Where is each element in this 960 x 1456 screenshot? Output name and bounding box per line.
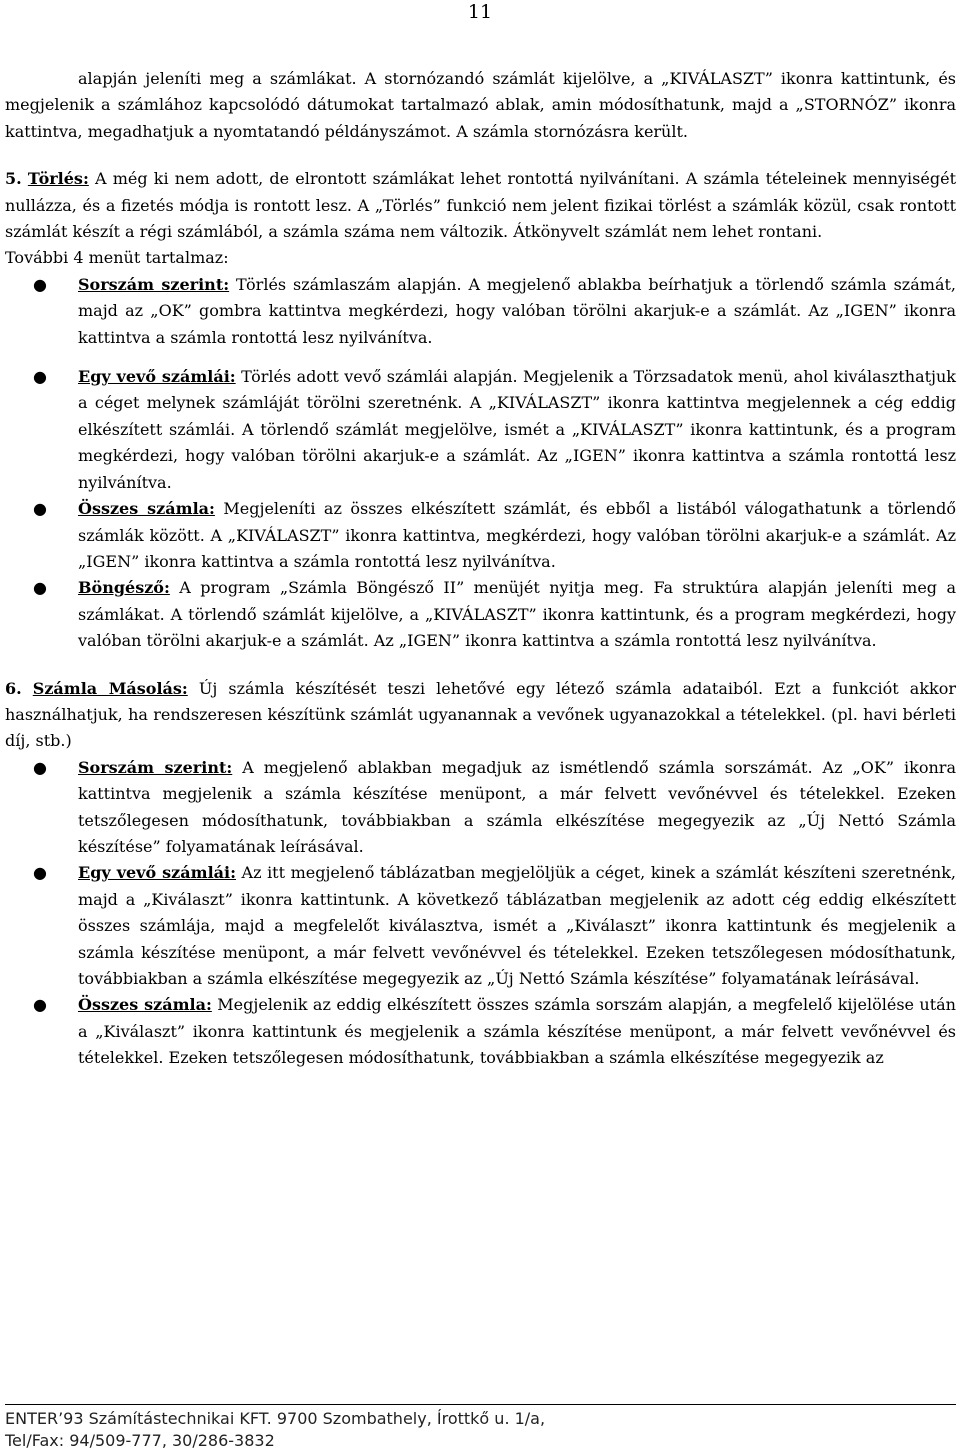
section-5-paragraph: 5. Törlés: A még ki nem adott, de elrontott számlákat lehet rontottá nyilvánítani. A számla tételeinek mennyiségét nullázza, és a fizetés módja is rontott lesz. A „Törlés” funkció nem jelent fizikai törlést a számlák közül, csak rontott számlát készít a régi számlából, a számla száma nem változik. Átkönyvelt számlát nem lehet rontani. (5, 169, 956, 242)
list-item: ● Böngésző: A program „Számla Böngésző II” menüjét nyitja meg. Fa struktúra alapján jeleníti meg a számlákat. A törlendő számlát kijelölve, a „KIVÁLASZT” ikonra kattintunk, és a program megkérdezi, hogy valóban törölni akarjuk-e a számlát. Az „IGEN” ikonra kattintva a számla rontottá lesz nyilvánítva. (5, 575, 956, 654)
list-item: ● Egy vevő számlái: Törlés adott vevő számlái alapján. Megjelenik a Törzsadatok menü, ahol kiválaszthatjuk a céget melynek számláját törölni szeretnénk. A „KIVÁLASZT” ikonra kattintva megjelennek a cég eddig elkészített számlái. A törlendő számlát megjelölve, ismét a „KIVÁLASZT” ikonra kattintunk, és a program megkérdezi, hogy valóban törölni akarjuk-e a számlát. Az „IGEN” ikonra kattintva a számla rontottá lesz nyilvánítva. (5, 364, 956, 496)
bullet-icon: ● (33, 995, 47, 1015)
section-5-submenu-intro: További 4 menüt tartalmaz: (5, 248, 229, 268)
section-5-title: Törlés: (27, 169, 89, 189)
bullet-icon: ● (33, 578, 47, 598)
bullet-icon: ● (33, 757, 47, 777)
bullet-icon: ● (33, 863, 47, 883)
list-item: ● Összes számla: Megjelenik az eddig elkészített összes számla sorszám alapján, a megfelelő kijelölése után a „Kiválaszt” ikonra kattintunk és megjelenik a számla készítése menüpont, a már felvett vevőnévvel és tételekkel. Ezeken tetszőlegesen módosíthatunk, továbbiakban a számla elkészítése megegyezik az (5, 992, 956, 1071)
section-6-number: 6. (5, 678, 22, 698)
list-item: ● Sorszám szerint: Törlés számlaszám alapján. A megjelenő ablakba beírhatjuk a törlendő számla számát, majd az „OK” gombra kattintva megkérdezi, hogy valóban törölni akarjuk-e a számlát. Az „IGEN” ikonra kattintva a számla rontottá lesz nyilvánítva. (5, 272, 956, 351)
list-item: ● Egy vevő számlái: Az itt megjelenő táblázatban megjelöljük a céget, kinek a számlát készíteni szeretnénk, majd a „Kiválaszt” ikonra kattintunk. A következő táblázatban megjelenik az adott cég eddig elkészített összes számlája, majd a megfelelőt kiválasztva, ismét a „Kiválaszt” ikonra kattintunk és megjelenik a számla készítése menüpont, a már felvett vevőnévvel és tételekkel. Ezeken tetszőlegesen módosíthatunk, továbbiakban a számla elkészítése megegyezik az „Új Nettó Számla készítése” folyamatának leírásával. (5, 860, 956, 992)
page-footer (5, 1404, 956, 1452)
bullet-icon: ● (33, 499, 47, 519)
bullet-icon: ● (33, 274, 47, 294)
section-5-number: 5. (5, 169, 22, 189)
bullet-icon: ● (33, 367, 47, 387)
footer-company: ENTER’93 Számítástechnikai KFT. 9700 Szombathely, Írottkő u. 1/a, (5, 1409, 546, 1428)
intro-paragraph: alapján jeleníti meg a számlákat. A stornózandó számlát kijelölve, a „KIVÁLASZT” ikonra kattintunk, és megjelenik a számlához kapcsolódó dátumokat tartalmazó ablak, amin módosíthatunk, majd a „STORNÓZ” ikonra kattintva, megadhatjuk a nyomtatandó példányszámot. A számla stornózásra került. (5, 69, 956, 141)
footer-contact: Tel/Fax: 94/509-777, 30/286-3832 (5, 1431, 275, 1450)
section-6-paragraph: 6. Számla Másolás: Új számla készítését teszi lehetővé egy létező számla adataiból. Ezt a funkciót akkor használhatjuk, ha rendszeresen készítünk számlát ugyanannak a vevőnek ugyanazokkal a tételekkel. (pl. havi bérleti díj, stb.) (5, 678, 956, 751)
page-number: 11 (467, 1, 493, 23)
section-5-list (5, 272, 956, 655)
list-item: ● Összes számla: Megjeleníti az összes elkészített számlát, és ebből a listából válogathatunk a törlendő számlák között. A „KIVÁLASZT” ikonra kattintva, megkérdezi, hogy valóban törölni akarjuk-e a számlát. Az „IGEN” ikonra kattintva a számla rontottá lesz nyilvánítva. (5, 496, 956, 575)
section-6-list (5, 755, 956, 1072)
list-item: ● Sorszám szerint: A megjelenő ablakban megadjuk az ismétlendő számla sorszámát. Az „OK” ikonra kattintva megjelenik a számla készítése menüpont, a már felvett vevőnévvel és tételekkel. Ezeken tetszőlegesen módosíthatunk, továbbiakban a számla elkészítése megegyezik az „Új Nettó Számla készítése” folyamatának leírásával. (5, 755, 956, 861)
section-6-title: Számla Másolás: (32, 678, 188, 698)
document-body (5, 66, 956, 1072)
